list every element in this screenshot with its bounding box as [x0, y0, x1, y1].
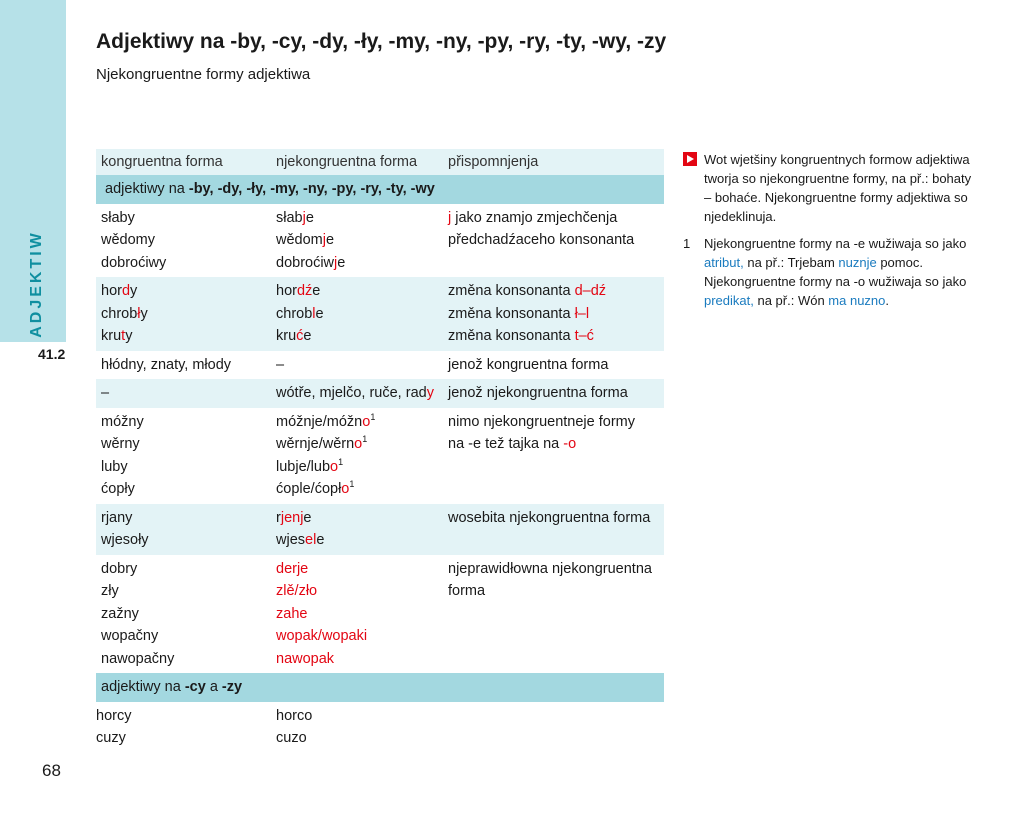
note-cell — [443, 702, 664, 753]
noncongruent-form: rjenje — [276, 509, 312, 526]
noncongruent-form: słabje — [276, 209, 314, 226]
footnote-ref: 1 — [362, 434, 368, 445]
noncongruent-form: derje — [276, 560, 309, 577]
noncongruent-form: kruće — [276, 328, 312, 344]
section-band-2 — [96, 673, 664, 702]
noncongruent-form: nawopak — [276, 650, 335, 667]
page-title: Adjektiwy na -by, -cy, -dy, -ły, -my, -ny, -py, -ry, -ty, -wy, -zy — [96, 30, 667, 53]
footnote-number: 1 — [683, 236, 691, 251]
note-cell — [443, 277, 664, 351]
note-text: j jako znamjo zmjechčenja — [448, 209, 618, 226]
congruent-form: wjesoły — [101, 532, 149, 548]
noncongruent-form: hordźe — [276, 283, 321, 299]
band-1-label: adjektiwy na — [105, 181, 189, 197]
noncongruent-cell — [271, 408, 443, 504]
congruent-form: móžny — [101, 413, 144, 430]
note-text: na -e tež tajka na -o — [448, 436, 577, 452]
note-text: změna konsonanta ł–l — [448, 305, 590, 322]
noncongruent-form: horco — [276, 707, 313, 724]
page-number: 68 — [42, 761, 61, 780]
adjective-table — [96, 149, 664, 753]
footnote-ref: 1 — [338, 456, 344, 467]
note-text: předchadźaceho konsonanta — [448, 232, 635, 248]
congruent-form: wopačny — [101, 628, 159, 644]
table-header-row — [96, 149, 664, 175]
band-1-cell — [96, 175, 664, 204]
note-text: jenož kongruentna forma — [448, 356, 609, 373]
note-text: njeprawidłowna njekongruentna — [448, 560, 652, 577]
note-cell — [443, 204, 664, 278]
congruent-form: nawopačny — [101, 650, 175, 667]
congruent-cell — [96, 702, 271, 753]
footnote-ref: 1 — [370, 411, 376, 422]
table-row — [96, 379, 664, 408]
congruent-form: zły — [101, 583, 119, 599]
footnote-ref: 1 — [349, 479, 355, 490]
noncongruent-form: ćople/ćopło$^1$ — [276, 479, 355, 497]
side-notes — [683, 150, 973, 318]
noncongruent-form: lubje/lubo$^1$ — [276, 456, 344, 475]
congruent-form: horcy — [96, 707, 132, 724]
congruent-cell — [96, 204, 271, 278]
footnote-text: Njekongruentne formy na -e wužiwaja so jako atribut, na př.: Trjebam nuznje pomoc. Njekongruentne formy na -o wužiwaja so jako predikat, na př.: Wón ma nuzno. — [704, 236, 967, 308]
congruent-form: – — [96, 379, 271, 408]
note-text: změna konsonanta d–dź — [448, 283, 607, 299]
noncongruent-form: dobroćiwje — [276, 254, 346, 271]
noncongruent-form: zahe — [276, 605, 308, 622]
table-row — [96, 204, 664, 278]
congruent-form: wědomy — [101, 232, 155, 248]
congruent-form: ćopły — [101, 481, 135, 497]
band-1-suffixes: -by, -dy, -ły, -my, -ny, -py, -ry, -ty, -wy — [188, 181, 435, 197]
note-text: nimo njekongruentneje formy — [448, 413, 635, 430]
congruent-form: hłódny, znaty, młody — [101, 356, 232, 373]
noncongruent-form: cuzo — [276, 730, 307, 746]
header-congruent: kongruentna forma — [96, 149, 271, 175]
noncongruent-form: zlě/zło — [276, 583, 318, 599]
note-cell — [443, 408, 664, 504]
noncongruent-cell — [271, 504, 443, 555]
noncongruent-cell — [271, 702, 443, 753]
noncongruent-form: wopak/wopaki — [276, 628, 368, 644]
noncongruent-form: móžnje/móžno$^1$ — [276, 411, 376, 430]
noncongruent-form: wjesele — [276, 532, 325, 548]
table-row — [96, 351, 664, 380]
congruent-form: wěrny — [101, 436, 140, 452]
congruent-form: kruty — [101, 328, 133, 344]
congruent-form: chrobły — [101, 305, 148, 322]
congruent-form: zažny — [101, 605, 139, 622]
footnote — [683, 234, 973, 310]
note-text: forma — [448, 583, 486, 599]
congruent-form: dobroćiwy — [101, 254, 167, 271]
note-text: wosebita njekongruentna forma — [443, 504, 664, 555]
congruent-cell — [96, 504, 271, 555]
congruent-cell — [96, 555, 271, 674]
noncongruent-form: wótře, mjelčo, ruče, rady — [271, 379, 443, 408]
table-row — [96, 555, 664, 674]
header-noncongruent: njekongruentna forma — [271, 149, 443, 175]
congruent-form: hordy — [101, 283, 138, 299]
page-subtitle: Njekongruentne formy adjektiwa — [96, 66, 311, 83]
section-number: 41.2 — [38, 346, 66, 362]
side-note — [683, 150, 973, 226]
table-row — [96, 702, 664, 753]
congruent-form: rjany — [101, 509, 133, 526]
play-arrow-icon — [683, 152, 697, 166]
noncongruent-form: wědomje — [276, 232, 335, 248]
noncongruent-form: – — [276, 356, 285, 373]
congruent-form: luby — [101, 458, 128, 475]
noncongruent-cell — [271, 204, 443, 278]
header-notes: přispomnjenja — [443, 149, 664, 175]
side-note-text: Wot wjetšiny kongruentnych formow adjektiwa tworja so njekongruentne formy, na př.: bohaty – bohaće. Njekongruentne formy adjektiwa so njedeklinuja. — [704, 152, 972, 224]
chapter-label: ADJEKTIW — [28, 230, 45, 338]
congruent-form: dobry — [101, 560, 138, 577]
table-row — [96, 504, 664, 555]
note-text: změna konsonanta t–ć — [448, 328, 594, 344]
section-band-1 — [96, 175, 664, 204]
congruent-form: cuzy — [96, 730, 126, 746]
table-row — [96, 408, 664, 504]
congruent-cell — [96, 408, 271, 504]
note-text: jenož njekongruentna forma — [443, 379, 664, 408]
noncongruent-form: wěrnje/wěrno$^1$ — [276, 434, 368, 452]
noncongruent-form: chroble — [276, 305, 324, 322]
band-2-cell: adjektiwy na -cy a -zy — [96, 673, 664, 702]
congruent-form: słaby — [101, 209, 135, 226]
congruent-cell — [96, 277, 271, 351]
table-row — [96, 277, 664, 351]
note-cell — [443, 555, 664, 674]
noncongruent-cell — [271, 277, 443, 351]
noncongruent-cell — [271, 555, 443, 674]
